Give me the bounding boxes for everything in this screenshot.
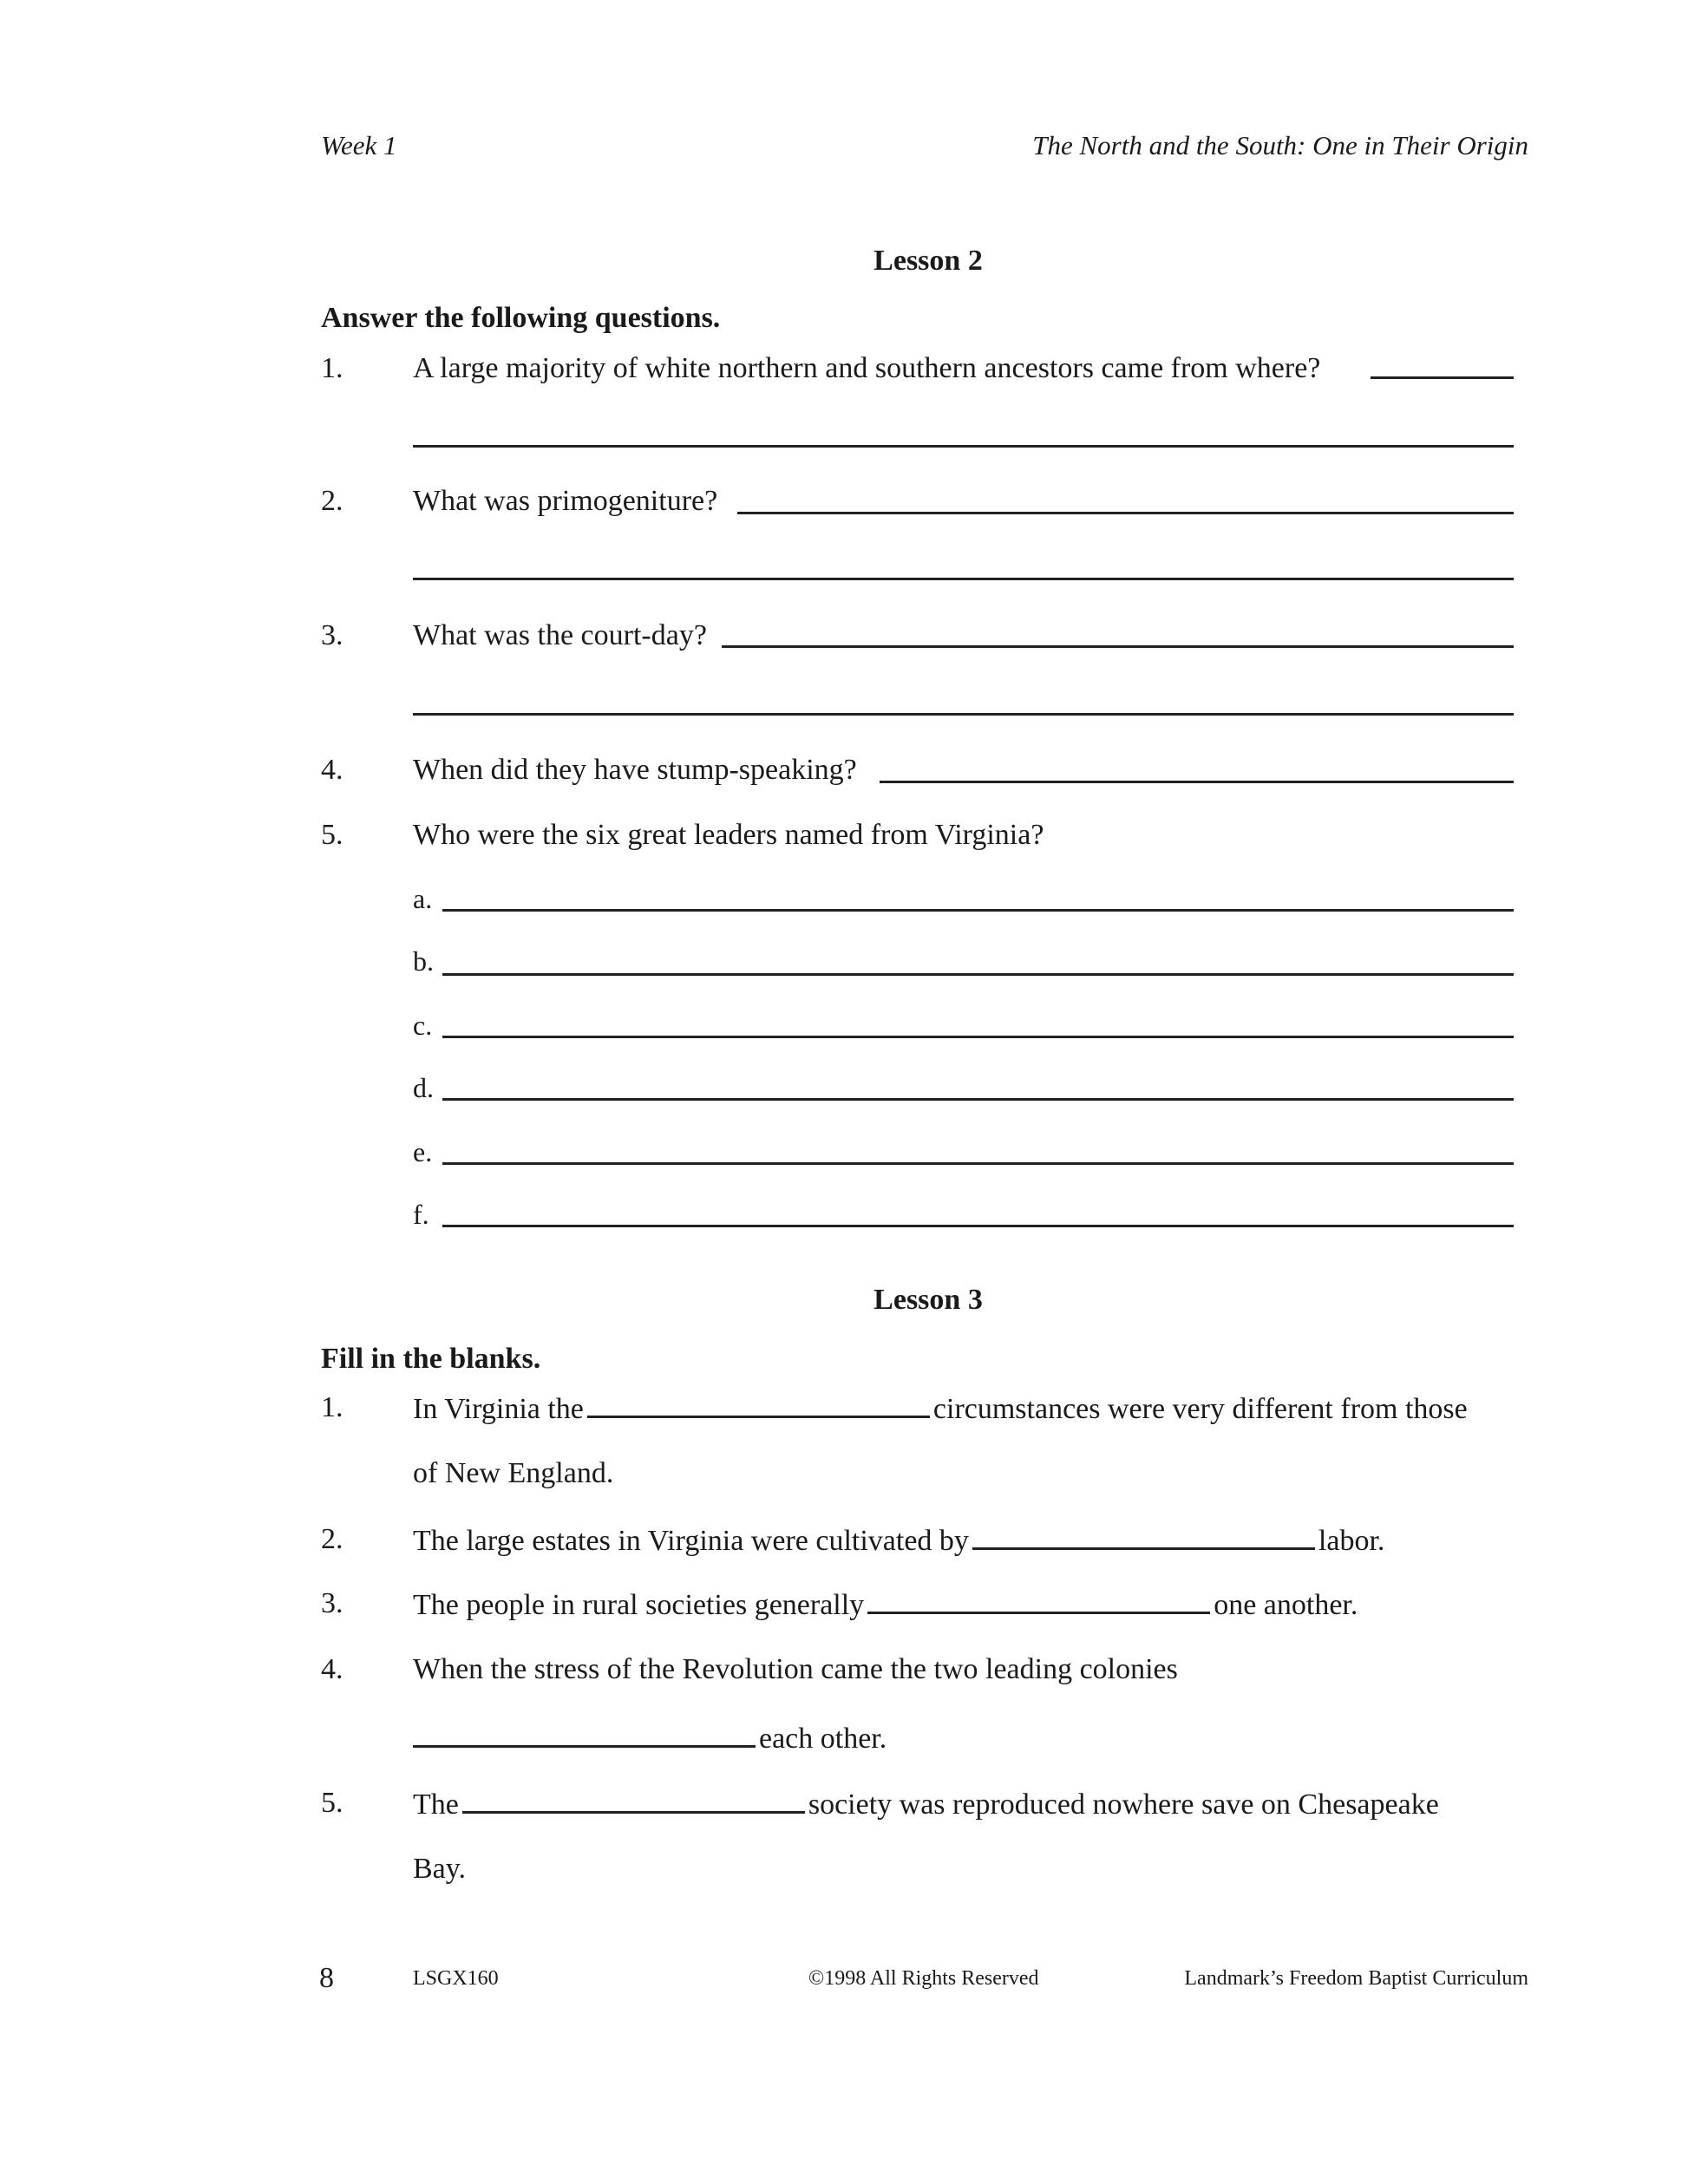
sub-item-label: d. bbox=[413, 1072, 434, 1103]
answer-line[interactable] bbox=[737, 512, 1514, 514]
question-number: 1. bbox=[321, 352, 343, 384]
fill-in-before: The people in rural societies generally bbox=[413, 1589, 865, 1621]
fill-in-after: labor. bbox=[1318, 1525, 1385, 1557]
answer-line[interactable] bbox=[442, 973, 1514, 976]
answer-line[interactable] bbox=[442, 909, 1514, 912]
item-number: 4. bbox=[321, 1653, 343, 1685]
answer-line[interactable] bbox=[442, 1036, 1514, 1038]
fill-in-before: When the stress of the Revolution came the two leading colonies bbox=[413, 1653, 1178, 1685]
question-number: 2. bbox=[321, 485, 343, 517]
question-number: 4. bbox=[321, 754, 343, 786]
lesson-3-title: Lesson 3 bbox=[873, 1284, 983, 1316]
item-number: 3. bbox=[321, 1587, 343, 1619]
fill-in-item bbox=[413, 1787, 1439, 1821]
sub-item-label: e. bbox=[413, 1136, 433, 1167]
fill-in-item bbox=[413, 1721, 887, 1756]
fill-in-item bbox=[413, 1523, 1384, 1558]
fill-in-after: one another. bbox=[1214, 1589, 1358, 1621]
fill-in-continuation: of New England. bbox=[413, 1457, 614, 1489]
fill-in-after: society was reproduced nowhere save on Chesapeake bbox=[808, 1788, 1439, 1821]
question-text: What was primogeniture? bbox=[413, 485, 718, 517]
page-number: 8 bbox=[319, 1962, 334, 1994]
lesson-3-instructions: Fill in the blanks. bbox=[321, 1343, 541, 1375]
publisher: Landmark’s Freedom Baptist Curriculum bbox=[1184, 1967, 1528, 1990]
fill-in-before: The large estates in Virginia were cultivated by bbox=[413, 1525, 969, 1557]
course-code: LSGX160 bbox=[413, 1967, 499, 1990]
sub-item-label: a. bbox=[413, 883, 433, 914]
answer-line[interactable] bbox=[442, 1098, 1514, 1101]
answer-line[interactable] bbox=[722, 645, 1514, 648]
lesson-2-title: Lesson 2 bbox=[873, 245, 983, 277]
running-header-week: Week 1 bbox=[321, 130, 397, 160]
item-number: 1. bbox=[321, 1391, 343, 1423]
fill-in-item bbox=[413, 1391, 1468, 1426]
question-number: 3. bbox=[321, 619, 343, 651]
fill-in-blank[interactable] bbox=[972, 1523, 1315, 1550]
fill-in-blank[interactable] bbox=[413, 1721, 756, 1748]
fill-in-blank[interactable] bbox=[867, 1587, 1210, 1614]
running-header-title: The North and the South: One in Their Origin bbox=[1032, 130, 1528, 160]
copyright: ©1998 All Rights Reserved bbox=[808, 1967, 1039, 1990]
answer-line[interactable] bbox=[442, 1162, 1514, 1165]
fill-in-continuation: Bay. bbox=[413, 1853, 467, 1885]
question-text: A large majority of white northern and southern ancestors came from where? bbox=[413, 352, 1321, 384]
fill-in-item bbox=[413, 1587, 1358, 1622]
fill-in-blank[interactable] bbox=[462, 1787, 805, 1814]
answer-line[interactable] bbox=[413, 445, 1514, 448]
question-text: Who were the six great leaders named from Virginia? bbox=[413, 819, 1044, 851]
question-text: What was the court-day? bbox=[413, 619, 707, 651]
sub-item-label: c. bbox=[413, 1010, 433, 1041]
question-text: When did they have stump-speaking? bbox=[413, 754, 857, 786]
answer-line[interactable] bbox=[880, 781, 1514, 783]
fill-in-after: each other. bbox=[759, 1723, 887, 1755]
answer-line[interactable] bbox=[413, 713, 1514, 716]
fill-in-after: circumstances were very different from those bbox=[932, 1393, 1468, 1425]
answer-line[interactable] bbox=[442, 1225, 1514, 1227]
answer-line[interactable] bbox=[1371, 376, 1514, 379]
fill-in-blank[interactable] bbox=[587, 1391, 930, 1418]
answer-line[interactable] bbox=[413, 578, 1514, 580]
fill-in-before: In Virginia the bbox=[413, 1393, 584, 1425]
lesson-2-instructions: Answer the following questions. bbox=[321, 302, 721, 334]
question-number: 5. bbox=[321, 819, 343, 851]
item-number: 2. bbox=[321, 1523, 343, 1555]
fill-in-before: The bbox=[413, 1788, 459, 1821]
item-number: 5. bbox=[321, 1787, 343, 1819]
sub-item-label: f. bbox=[413, 1199, 429, 1230]
sub-item-label: b. bbox=[413, 945, 434, 977]
